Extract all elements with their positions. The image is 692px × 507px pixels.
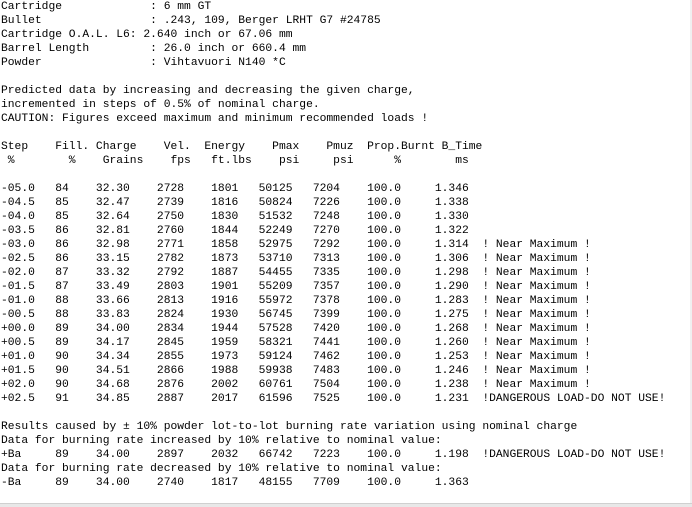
bullet-line: Bullet : .243, 109, Berger LRHT G7 #24785 bbox=[1, 15, 381, 27]
burn-rate-increased-label: Data for burning rate increased by 10% relative to nominal value: bbox=[1, 435, 442, 447]
table-row: +01.5 90 34.51 2866 1988 59938 7483 100.0 1.246 ! Near Maximum ! bbox=[1, 365, 591, 377]
table-row: +02.5 91 34.85 2887 2017 61596 7525 100.0 1.231 !DANGEROUS LOAD-DO NOT USE! bbox=[1, 393, 666, 405]
caution-line: CAUTION: Figures exceed maximum and minimum recommended loads ! bbox=[1, 113, 429, 125]
table-row: +00.0 89 34.00 2834 1944 57528 7420 100.0 1.268 ! Near Maximum ! bbox=[1, 323, 591, 335]
table-row: -05.0 84 32.30 2728 1801 50125 7204 100.0 1.346 bbox=[1, 183, 469, 195]
table-row: -03.0 86 32.98 2771 1858 52975 7292 100.0 1.314 ! Near Maximum ! bbox=[1, 239, 591, 251]
description-line-1: Predicted data by increasing and decreasing the given charge, bbox=[1, 85, 415, 97]
table-row: -01.0 88 33.66 2813 1916 55972 7378 100.0 1.283 ! Near Maximum ! bbox=[1, 295, 591, 307]
table-row: -03.5 86 32.81 2760 1844 52249 7270 100.0 1.322 bbox=[1, 225, 469, 237]
table-row: +00.5 89 34.17 2845 1959 58321 7441 100.0 1.260 ! Near Maximum ! bbox=[1, 337, 591, 349]
table-row: -02.0 87 33.32 2792 1887 54455 7335 100.0 1.298 ! Near Maximum ! bbox=[1, 267, 591, 279]
window-bottom-edge bbox=[0, 503, 692, 507]
table-row: +02.0 90 34.68 2876 2002 60761 7504 100.0 1.238 ! Near Maximum ! bbox=[1, 379, 591, 391]
table-row: -04.5 85 32.47 2739 1816 50824 7226 100.0 1.338 bbox=[1, 197, 469, 209]
burn-rate-increased-row: +Ba 89 34.00 2897 2032 66742 7223 100.0 1.198 !DANGEROUS LOAD-DO NOT USE! bbox=[1, 449, 666, 461]
results-heading: Results caused by ± 10% powder lot-to-lot burning rate variation using nominal charge bbox=[1, 421, 578, 433]
table-row: -02.5 86 33.15 2782 1873 53710 7313 100.0 1.306 ! Near Maximum ! bbox=[1, 253, 591, 265]
burn-rate-decreased-row: -Ba 89 34.00 2740 1817 48155 7709 100.0 1.363 bbox=[1, 477, 469, 489]
table-row: -01.5 87 33.49 2803 1901 55209 7357 100.0 1.290 ! Near Maximum ! bbox=[1, 281, 591, 293]
powder-line: Powder : Vihtavuori N140 *C bbox=[1, 57, 286, 69]
table-header: Step Fill. Charge Vel. Energy Pmax Pmuz Prop.Burnt B_Time bbox=[1, 141, 483, 153]
table-row: -00.5 88 33.83 2824 1930 56745 7399 100.0 1.275 ! Near Maximum ! bbox=[1, 309, 591, 321]
barrel-length-line: Barrel Length : 26.0 inch or 660.4 mm bbox=[1, 43, 307, 55]
burn-rate-decreased-label: Data for burning rate decreased by 10% relative to nominal value: bbox=[1, 463, 442, 475]
table-header-units: % % Grains fps ft.lbs psi psi % ms bbox=[1, 155, 469, 167]
description-line-2: incremented in steps of 0.5% of nominal charge. bbox=[1, 99, 320, 111]
cartridge-line: Cartridge : 6 mm GT bbox=[1, 1, 212, 13]
oal-line: Cartridge O.A.L. L6: 2.640 inch or 67.06 mm bbox=[1, 29, 293, 41]
table-row: +01.0 90 34.34 2855 1973 59124 7462 100.0 1.253 ! Near Maximum ! bbox=[1, 351, 591, 363]
table-row: -04.0 85 32.64 2750 1830 51532 7248 100.0 1.330 bbox=[1, 211, 469, 223]
